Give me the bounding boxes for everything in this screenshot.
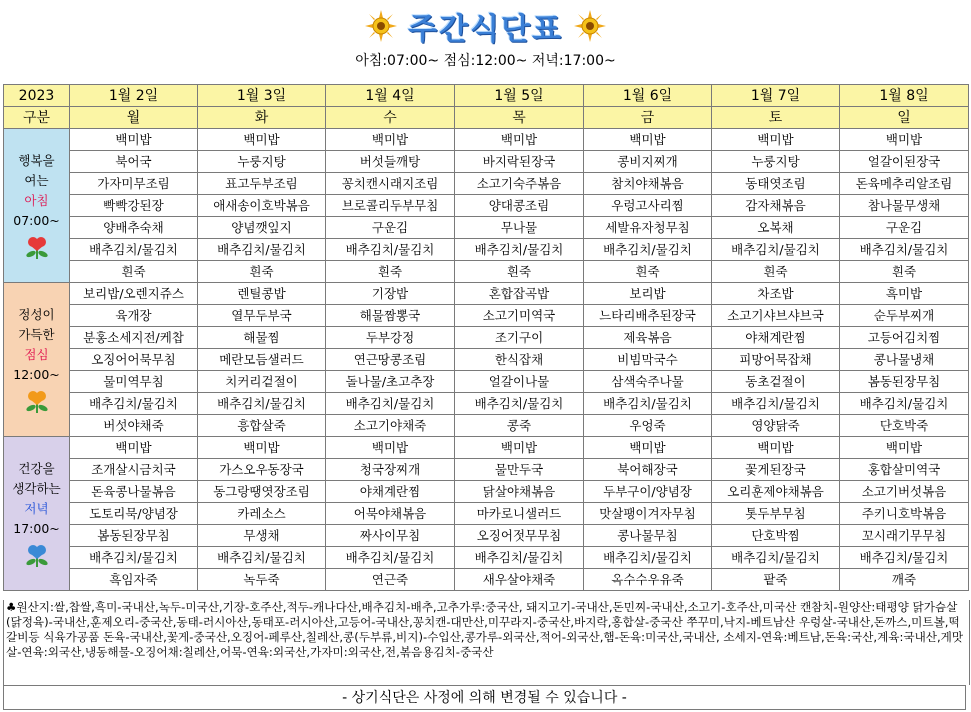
menu-cell: 팥죽 bbox=[712, 569, 840, 591]
menu-cell: 브로콜리두부무침 bbox=[326, 195, 455, 217]
menu-cell: 피망어묵잡채 bbox=[712, 349, 840, 371]
menu-cell: 배추김치/물김치 bbox=[840, 239, 969, 261]
menu-cell: 배추김치/물김치 bbox=[840, 393, 969, 415]
footer-notice: - 상기식단은 사정에 의해 변경될 수 있습니다 - bbox=[3, 685, 966, 710]
meal-time: 17:00~ bbox=[13, 520, 60, 536]
menu-cell: 물미역무침 bbox=[70, 371, 198, 393]
date-cell: 1월 3일 bbox=[198, 85, 326, 107]
menu-cell: 배추김치/물김치 bbox=[840, 547, 969, 569]
menu-cell: 바지락된장국 bbox=[455, 151, 584, 173]
menu-cell: 소고기야채죽 bbox=[326, 415, 455, 437]
menu-cell: 배추김치/물김치 bbox=[70, 547, 198, 569]
menu-cell: 우렁고사리찜 bbox=[584, 195, 712, 217]
menu-cell: 꽁치캔시래지조림 bbox=[326, 173, 455, 195]
section-label-cell: 구분 bbox=[4, 107, 70, 129]
menu-cell: 무나물 bbox=[455, 217, 584, 239]
meal-label-line: 행복을 bbox=[18, 152, 55, 168]
menu-cell: 맛살팽이겨자무침 bbox=[584, 503, 712, 525]
menu-row bbox=[4, 349, 969, 371]
day-cell: 토 bbox=[712, 107, 840, 129]
date-cell: 1월 2일 bbox=[70, 85, 198, 107]
menu-row bbox=[4, 437, 969, 459]
menu-cell: 배추김치/물김치 bbox=[584, 239, 712, 261]
menu-cell: 무생채 bbox=[198, 525, 326, 547]
meal-label-line: 정성이 bbox=[18, 306, 55, 322]
page-header bbox=[0, 0, 971, 84]
year-cell: 2023 bbox=[4, 85, 70, 107]
menu-cell: 어묵야채볶음 bbox=[326, 503, 455, 525]
menu-cell: 흰죽 bbox=[326, 261, 455, 283]
menu-cell: 흰죽 bbox=[198, 261, 326, 283]
menu-cell: 배추김치/물김치 bbox=[70, 239, 198, 261]
menu-cell: 비빔막국수 bbox=[584, 349, 712, 371]
menu-cell: 누룽지탕 bbox=[712, 151, 840, 173]
meal-hours: 아침:07:00~ 점심:12:00~ 저녁:17:00~ bbox=[355, 53, 616, 69]
menu-cell: 콩죽 bbox=[455, 415, 584, 437]
menu-cell: 단호박찜 bbox=[712, 525, 840, 547]
menu-cell: 구운김 bbox=[840, 217, 969, 239]
menu-cell: 삼색숙주나물 bbox=[584, 371, 712, 393]
menu-cell: 렌틸콩밥 bbox=[198, 283, 326, 305]
day-cell: 목 bbox=[455, 107, 584, 129]
menu-cell: 백미밥 bbox=[712, 437, 840, 459]
menu-cell: 톳두부무침 bbox=[712, 503, 840, 525]
menu-cell: 얼갈이나물 bbox=[455, 371, 584, 393]
menu-cell: 콩나물냉채 bbox=[840, 349, 969, 371]
menu-cell: 해물찜 bbox=[198, 327, 326, 349]
menu-cell: 배추김치/물김치 bbox=[198, 393, 326, 415]
menu-cell: 카레소스 bbox=[198, 503, 326, 525]
menu-cell: 동태엿조림 bbox=[712, 173, 840, 195]
menu-row bbox=[4, 459, 969, 481]
menu-cell: 치커리겉절이 bbox=[198, 371, 326, 393]
menu-cell: 흑임자죽 bbox=[70, 569, 198, 591]
menu-cell: 배추김치/물김치 bbox=[455, 393, 584, 415]
date-cell: 1월 8일 bbox=[840, 85, 969, 107]
day-cell: 화 bbox=[198, 107, 326, 129]
menu-cell: 소고기숙주볶음 bbox=[455, 173, 584, 195]
weekly-menu-table bbox=[3, 84, 969, 591]
menu-row bbox=[4, 261, 969, 283]
menu-row bbox=[4, 305, 969, 327]
menu-cell: 혼합잡곡밥 bbox=[455, 283, 584, 305]
menu-cell: 봄동된장무침 bbox=[840, 371, 969, 393]
menu-cell: 백미밥 bbox=[326, 129, 455, 151]
menu-cell: 세발유자청무침 bbox=[584, 217, 712, 239]
menu-row bbox=[4, 525, 969, 547]
menu-row bbox=[4, 481, 969, 503]
menu-cell: 백미밥 bbox=[70, 437, 198, 459]
menu-cell: 조개살시금치국 bbox=[70, 459, 198, 481]
menu-cell: 고등어김치찜 bbox=[840, 327, 969, 349]
menu-cell: 흰죽 bbox=[584, 261, 712, 283]
menu-cell: 연근죽 bbox=[326, 569, 455, 591]
menu-cell: 순두부찌개 bbox=[840, 305, 969, 327]
menu-row bbox=[4, 547, 969, 569]
menu-cell: 가자미무조림 bbox=[70, 173, 198, 195]
meal-label-line: 가득한 bbox=[18, 326, 55, 342]
menu-cell: 애새송이호박볶음 bbox=[198, 195, 326, 217]
menu-cell: 북어해장국 bbox=[584, 459, 712, 481]
menu-row bbox=[4, 217, 969, 239]
menu-cell: 양배추숙채 bbox=[70, 217, 198, 239]
menu-cell: 백미밥 bbox=[70, 129, 198, 151]
menu-row bbox=[4, 371, 969, 393]
menu-cell: 배추김치/물김치 bbox=[455, 547, 584, 569]
menu-cell: 버섯야채죽 bbox=[70, 415, 198, 437]
menu-cell: 백미밥 bbox=[198, 437, 326, 459]
menu-cell: 짜사이무침 bbox=[326, 525, 455, 547]
date-cell: 1월 4일 bbox=[326, 85, 455, 107]
menu-cell: 꼬시래기무무침 bbox=[840, 525, 969, 547]
meal-label-lunch bbox=[4, 283, 70, 437]
menu-row bbox=[4, 503, 969, 525]
menu-cell: 봄동된장무침 bbox=[70, 525, 198, 547]
menu-cell: 북어국 bbox=[70, 151, 198, 173]
menu-row bbox=[4, 129, 969, 151]
menu-cell: 마카로니샐러드 bbox=[455, 503, 584, 525]
menu-cell: 양념깻잎지 bbox=[198, 217, 326, 239]
menu-cell: 백미밥 bbox=[455, 437, 584, 459]
blue-flower-icon bbox=[23, 543, 51, 569]
menu-cell: 영양닭죽 bbox=[712, 415, 840, 437]
menu-cell: 콩비지찌개 bbox=[584, 151, 712, 173]
menu-cell: 감자채볶음 bbox=[712, 195, 840, 217]
day-header-row bbox=[4, 107, 969, 129]
menu-cell: 동초겉절이 bbox=[712, 371, 840, 393]
menu-cell: 배추김치/물김치 bbox=[584, 547, 712, 569]
menu-cell: 제육볶음 bbox=[584, 327, 712, 349]
menu-cell: 흰죽 bbox=[455, 261, 584, 283]
menu-cell: 표고두부조림 bbox=[198, 173, 326, 195]
menu-cell: 연근땅콩조림 bbox=[326, 349, 455, 371]
menu-row bbox=[4, 283, 969, 305]
menu-cell: 돈육콩나물볶음 bbox=[70, 481, 198, 503]
menu-row bbox=[4, 151, 969, 173]
meal-label-line: 생각하는 bbox=[12, 480, 61, 496]
menu-cell: 백미밥 bbox=[455, 129, 584, 151]
menu-cell: 양대콩조림 bbox=[455, 195, 584, 217]
menu-cell: 꽃게된장국 bbox=[712, 459, 840, 481]
menu-cell: 두부구이/양념장 bbox=[584, 481, 712, 503]
date-cell: 1월 5일 bbox=[455, 85, 584, 107]
menu-cell: 흑미밥 bbox=[840, 283, 969, 305]
menu-cell: 구운김 bbox=[326, 217, 455, 239]
day-cell: 수 bbox=[326, 107, 455, 129]
menu-cell: 배추김치/물김치 bbox=[455, 239, 584, 261]
title-row bbox=[0, 4, 971, 48]
menu-cell: 가스오우동장국 bbox=[198, 459, 326, 481]
heart-flower-icon bbox=[23, 235, 51, 261]
menu-cell: 소고기버섯볶음 bbox=[840, 481, 969, 503]
meal-time: 07:00~ bbox=[13, 212, 60, 228]
menu-cell: 백미밥 bbox=[840, 437, 969, 459]
meal-name: 점심 bbox=[24, 346, 49, 362]
meal-name: 저녁 bbox=[24, 500, 49, 516]
menu-cell: 오징어어묵무침 bbox=[70, 349, 198, 371]
menu-cell: 오징어젓무무침 bbox=[455, 525, 584, 547]
menu-cell: 도토리묵/양념장 bbox=[70, 503, 198, 525]
menu-cell: 흰죽 bbox=[712, 261, 840, 283]
menu-cell: 배추김치/물김치 bbox=[712, 393, 840, 415]
menu-cell: 흥합살죽 bbox=[198, 415, 326, 437]
menu-cell: 콩나물무침 bbox=[584, 525, 712, 547]
menu-cell: 소고기샤브샤브국 bbox=[712, 305, 840, 327]
menu-cell: 돌나물/초고추장 bbox=[326, 371, 455, 393]
menu-cell: 육개장 bbox=[70, 305, 198, 327]
menu-row bbox=[4, 173, 969, 195]
menu-cell: 백미밥 bbox=[840, 129, 969, 151]
meal-time: 12:00~ bbox=[13, 366, 60, 382]
menu-cell: 배추김치/물김치 bbox=[326, 239, 455, 261]
menu-cell: 열무두부국 bbox=[198, 305, 326, 327]
menu-cell: 야채계란찜 bbox=[712, 327, 840, 349]
menu-cell: 배추김치/물김치 bbox=[584, 393, 712, 415]
menu-cell: 닭살야채볶음 bbox=[455, 481, 584, 503]
menu-cell: 동그랑땡엿장조림 bbox=[198, 481, 326, 503]
menu-cell: 배추김치/물김치 bbox=[712, 547, 840, 569]
menu-cell: 조기구이 bbox=[455, 327, 584, 349]
menu-cell: 배추김치/물김치 bbox=[198, 547, 326, 569]
menu-cell: 우엉죽 bbox=[584, 415, 712, 437]
menu-cell: 누룽지탕 bbox=[198, 151, 326, 173]
sun-icon bbox=[574, 10, 606, 42]
menu-cell: 한식잡채 bbox=[455, 349, 584, 371]
page-title: 주간식단표 bbox=[408, 12, 563, 47]
menu-cell: 오리훈제야채볶음 bbox=[712, 481, 840, 503]
menu-cell: 배추김치/물김치 bbox=[326, 393, 455, 415]
menu-cell: 홍합살미역국 bbox=[840, 459, 969, 481]
menu-cell: 흰죽 bbox=[70, 261, 198, 283]
menu-cell: 메란모듬샐러드 bbox=[198, 349, 326, 371]
menu-cell: 오복채 bbox=[712, 217, 840, 239]
meal-name: 아침 bbox=[24, 192, 49, 208]
menu-cell: 녹두죽 bbox=[198, 569, 326, 591]
menu-cell: 물만두국 bbox=[455, 459, 584, 481]
day-cell: 금 bbox=[584, 107, 712, 129]
menu-cell: 두부강정 bbox=[326, 327, 455, 349]
menu-cell: 버섯들깨탕 bbox=[326, 151, 455, 173]
menu-row bbox=[4, 327, 969, 349]
menu-cell: 백미밥 bbox=[584, 437, 712, 459]
menu-row bbox=[4, 415, 969, 437]
date-header-row bbox=[4, 85, 969, 107]
date-cell: 1월 7일 bbox=[712, 85, 840, 107]
meal-label-line: 건강을 bbox=[18, 460, 55, 476]
menu-cell: 차조밥 bbox=[712, 283, 840, 305]
menu-cell: 단호박죽 bbox=[840, 415, 969, 437]
day-cell: 월 bbox=[70, 107, 198, 129]
orange-flower-icon bbox=[23, 389, 51, 415]
sun-icon bbox=[365, 10, 397, 42]
meal-label-line: 여는 bbox=[24, 172, 49, 188]
menu-cell: 백미밥 bbox=[326, 437, 455, 459]
menu-cell: 소고기미역국 bbox=[455, 305, 584, 327]
menu-cell: 참치야채볶음 bbox=[584, 173, 712, 195]
menu-row bbox=[4, 239, 969, 261]
menu-cell: 배추김치/물김치 bbox=[326, 547, 455, 569]
menu-cell: 보리밥 bbox=[584, 283, 712, 305]
menu-cell: 백미밥 bbox=[198, 129, 326, 151]
menu-cell: 깨죽 bbox=[840, 569, 969, 591]
meal-label-dinner bbox=[4, 437, 70, 591]
menu-cell: 느타리배추된장국 bbox=[584, 305, 712, 327]
menu-cell: 빡빡강된장 bbox=[70, 195, 198, 217]
origin-notice: ♣원산지:쌀,찹쌀,흑미-국내산,녹두-미국산,기장-호주산,적두-캐나다산,배추김치-배추,고추가루:중국산, 돼지고기-국내산,돈민찌-국내산,소고기-호주산,미국산 캔참치-원양산:태평양 닭가슴살(닭정육)-국내산,훈제오리-중국산,동태-러시아산,동태포-러시아산,고등어-국내산,꽁치캔-대만산,미꾸라지-중국산,바지락,홍합살-중국산 쭈꾸미,낙지-베트남산 우렁살-국내산,돈까스,미트볼,떡갈비등 식육가공품 돈육-국내산,꽃게-중국산,오징어-페루산,칠레산,콩(두부류,비지)-수입산,콩가루-외국산,적어-외국산,햄-돈육:미국산,국내산, 소세지-연육:베트남,돈육:국산,계육:국내산,게맛살-연육:외국산,냉동해물-오징어채:칠레산,어묵-연육:외국산,가자미:외국산,전,볶음용김치-중국산 bbox=[3, 600, 970, 685]
menu-cell: 얼갈이된장국 bbox=[840, 151, 969, 173]
menu-cell: 옥수수우유죽 bbox=[584, 569, 712, 591]
menu-cell: 주키니호박볶음 bbox=[840, 503, 969, 525]
menu-cell: 배추김치/물김치 bbox=[198, 239, 326, 261]
date-cell: 1월 6일 bbox=[584, 85, 712, 107]
day-cell: 일 bbox=[840, 107, 969, 129]
menu-cell: 백미밥 bbox=[712, 129, 840, 151]
menu-cell: 흰죽 bbox=[840, 261, 969, 283]
menu-cell: 해물짬뽕국 bbox=[326, 305, 455, 327]
menu-row bbox=[4, 195, 969, 217]
menu-cell: 배추김치/물김치 bbox=[70, 393, 198, 415]
menu-cell: 돈육메추리알조림 bbox=[840, 173, 969, 195]
menu-cell: 분홍소세지전/케찹 bbox=[70, 327, 198, 349]
meal-label-breakfast bbox=[4, 129, 70, 283]
menu-cell: 청국장찌개 bbox=[326, 459, 455, 481]
menu-cell: 참나물무생채 bbox=[840, 195, 969, 217]
menu-cell: 보리밥/오렌지쥬스 bbox=[70, 283, 198, 305]
menu-cell: 배추김치/물김치 bbox=[712, 239, 840, 261]
menu-cell: 새우살야채죽 bbox=[455, 569, 584, 591]
menu-row bbox=[4, 393, 969, 415]
menu-row bbox=[4, 569, 969, 591]
menu-cell: 기장밥 bbox=[326, 283, 455, 305]
menu-cell: 야채계란찜 bbox=[326, 481, 455, 503]
menu-cell: 백미밥 bbox=[584, 129, 712, 151]
